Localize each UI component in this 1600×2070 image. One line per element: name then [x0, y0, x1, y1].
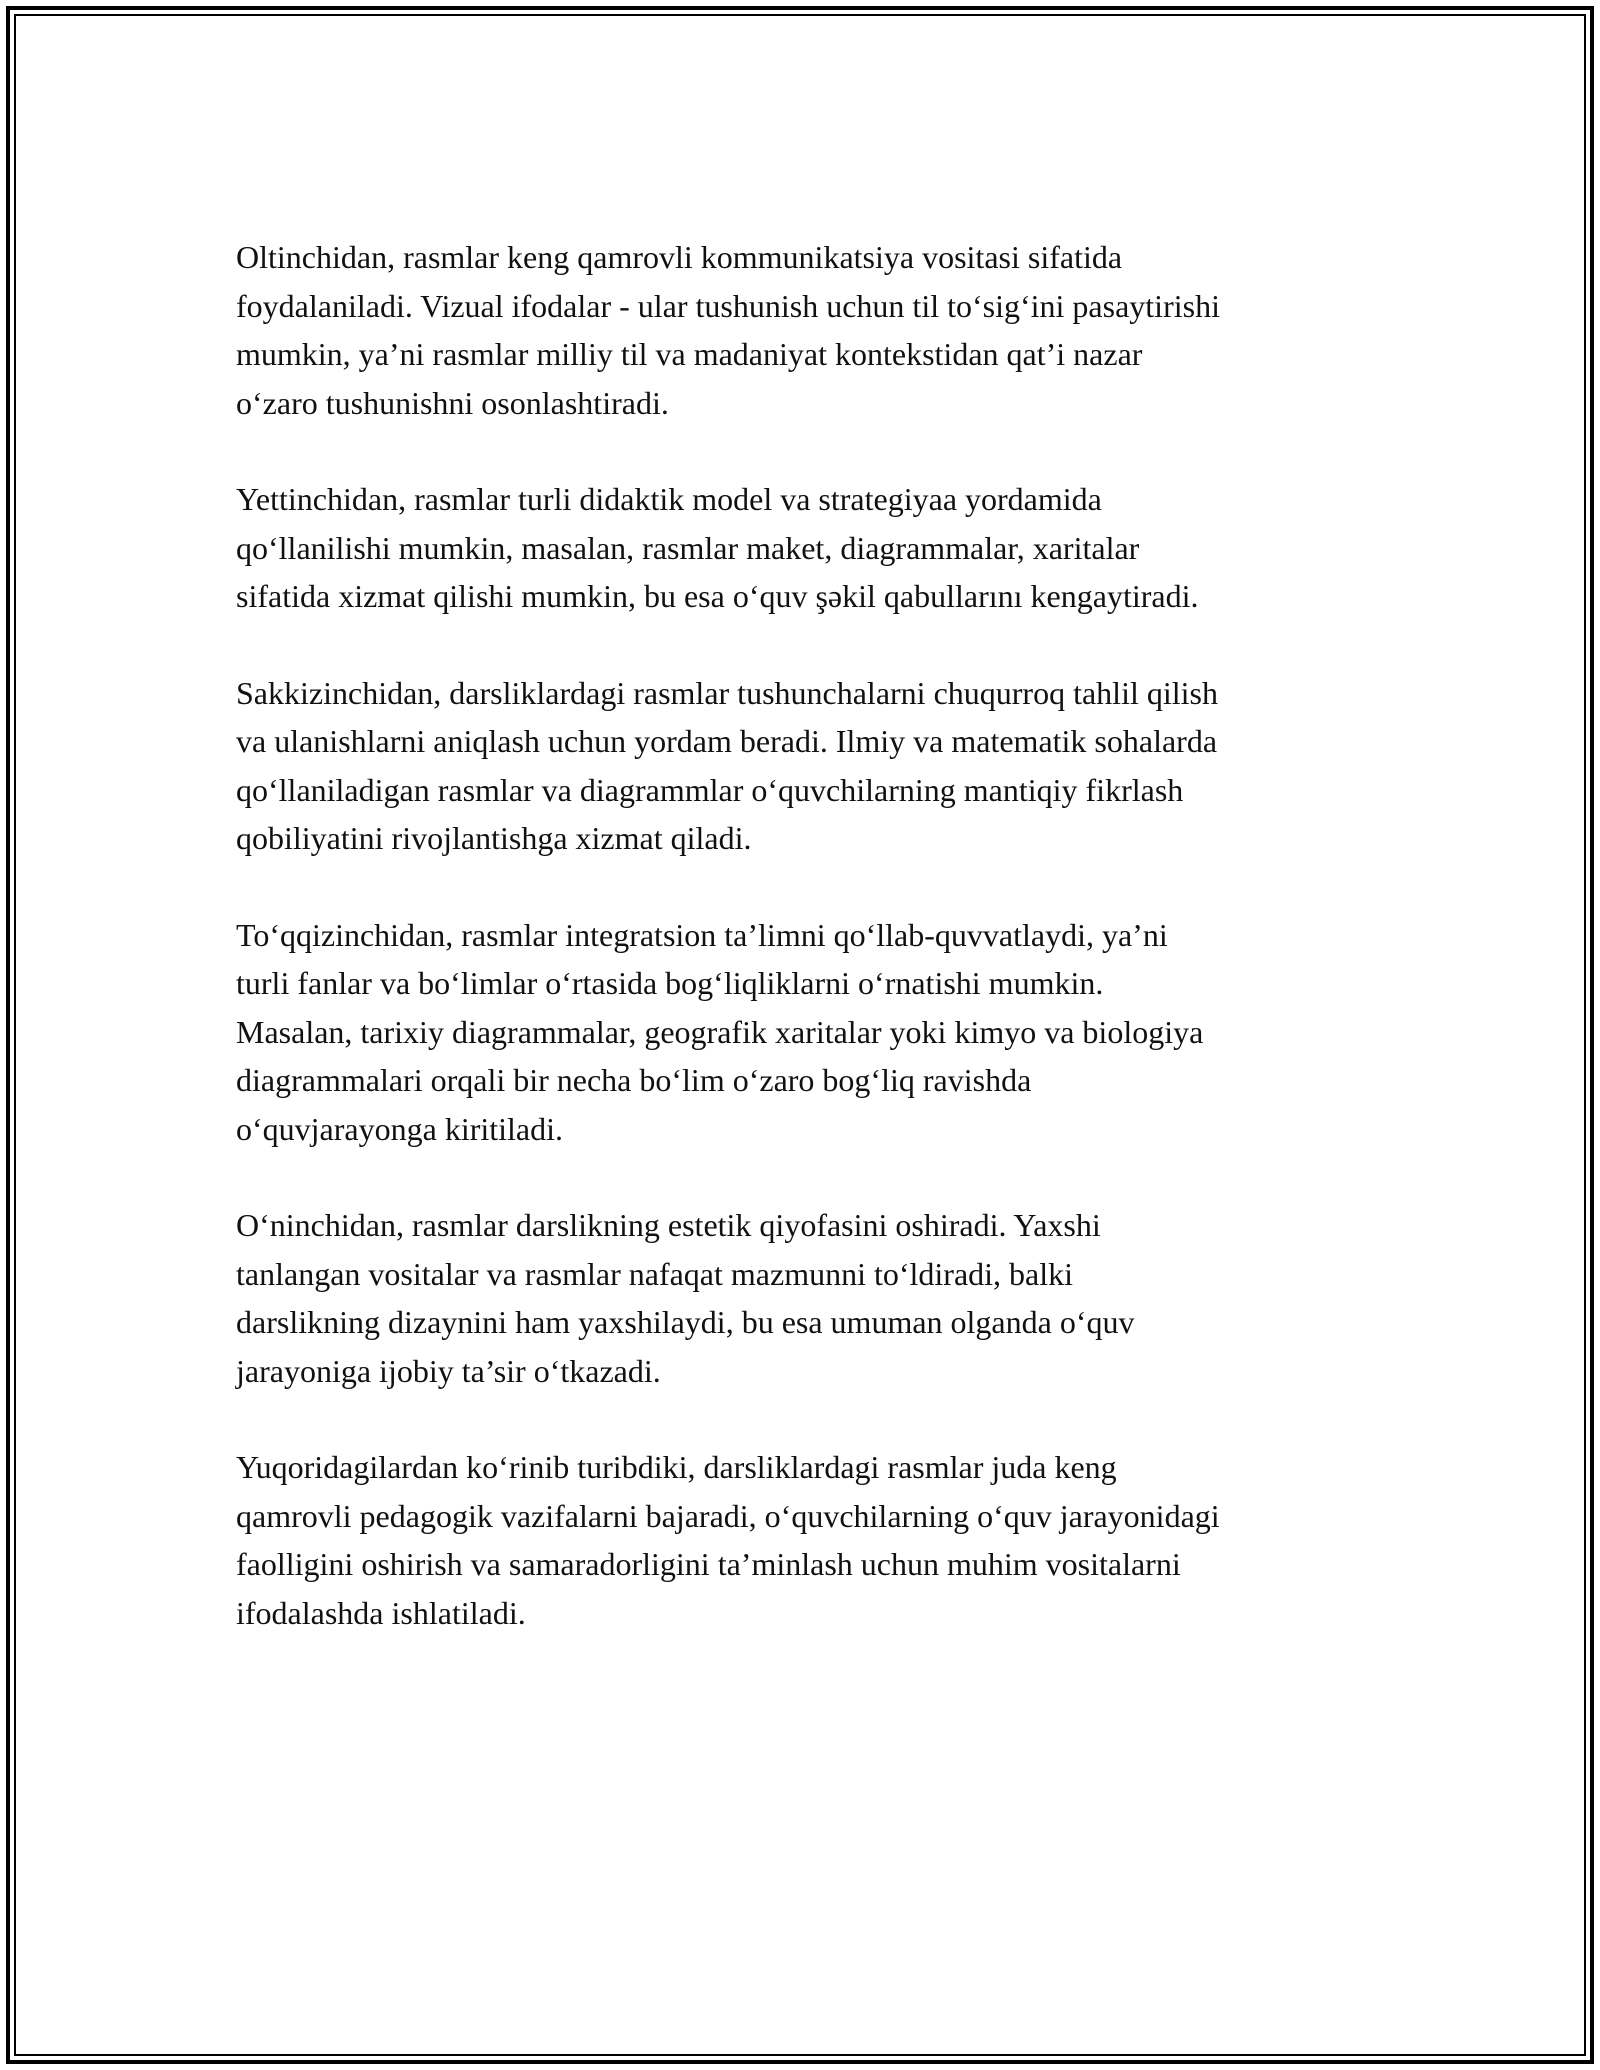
paragraph-sakkizinchidan	[236, 669, 1396, 863]
paragraph-oninchidan	[236, 1201, 1396, 1395]
text-line: jarayoniga ijobiy ta’sir o‘tkazadi.	[236, 1352, 661, 1389]
paragraph-yuqoridagilardan	[236, 1443, 1396, 1637]
text-line: diagrammalari orqali bir necha bo‘lim o‘zaro bog‘liq ravishda	[236, 1062, 1032, 1098]
text-line: Sakkizinchidan, darsliklardagi rasmlar tushunchalarni chuqurroq tahlil qilish	[236, 674, 1218, 711]
paragraph-yettinchidan	[236, 475, 1396, 621]
document-body	[236, 233, 1396, 1685]
text-line: qo‘llaniladigan rasmlar va diagrammlar o‘quvchilarning mantiqiy fikrlash	[236, 771, 1184, 808]
text-line: tanlangan vositalar va rasmlar nafaqat mazmunni to‘ldiradi, balki	[236, 1255, 1074, 1292]
text-line: faolligini oshirish va samaradorligini ta’minlash uchun muhim vositalarni	[236, 1546, 1181, 1582]
text-line: Yuqoridagilardan ko‘rinib turibdiki, darsliklardagi rasmlar juda keng	[236, 1449, 1117, 1485]
text-line: To‘qqizinchidan, rasmlar integratsion ta’limni qo‘llab-quvvatlaydi, ya’ni	[236, 916, 1168, 953]
text-line: Masalan, tarixiy diagrammalar, geografik xaritalar yoki kimyo va biologiya	[236, 1013, 1204, 1050]
text-line: foydalaniladi. Vizual ifodalar - ular tushunish uchun til to‘sig‘ini pasaytirishi	[236, 287, 1220, 324]
text-line: o‘quvjarayonga kiritiladi.	[236, 1110, 564, 1147]
text-line: turli fanlar va bo‘limlar o‘rtasida bog‘liqliklarni o‘rnatishi mumkin.	[236, 965, 1104, 1001]
text-line: o‘zaro tushunishni osonlashtiradi.	[236, 384, 669, 421]
paragraph-oltinchidan	[236, 233, 1396, 427]
text-line: ifodalashda ishlatiladi.	[236, 1594, 526, 1631]
text-line: Yettinchidan, rasmlar turli didaktik model va strategiyaa yordamida	[236, 481, 1102, 517]
text-line: qo‘llanilishi mumkin, masalan, rasmlar maket, diagrammalar, xaritalar	[236, 529, 1140, 566]
text-line: va ulanishlarni aniqlash uchun yordam beradi. Ilmiy va matematik sohalarda	[236, 723, 1218, 759]
text-line: qamrovli pedagogik vazifalarni bajaradi, o‘quvchilarning o‘quv jarayonidagi	[236, 1497, 1220, 1534]
text-line: O‘ninchidan, rasmlar darslikning estetik qiyofasini oshiradi. Yaxshi	[236, 1207, 1101, 1243]
text-line: darslikning dizaynini ham yaxshilaydi, bu esa umuman olganda o‘quv	[236, 1304, 1135, 1340]
text-line: mumkin, ya’ni rasmlar milliy til va madaniyat kontekstidan qat’i nazar	[236, 336, 1143, 372]
paragraph-toqqizinchidan	[236, 911, 1396, 1154]
text-line: Oltinchidan, rasmlar keng qamrovli kommunikatsiya vositasi sifatida	[236, 239, 1123, 275]
text-line: qobiliyatini rivojlantishga xizmat qiladi.	[236, 820, 752, 856]
text-line: sifatida xizmat qilishi mumkin, bu esa o‘quv şəkil qabullarını kengaytiradi.	[236, 578, 1199, 614]
